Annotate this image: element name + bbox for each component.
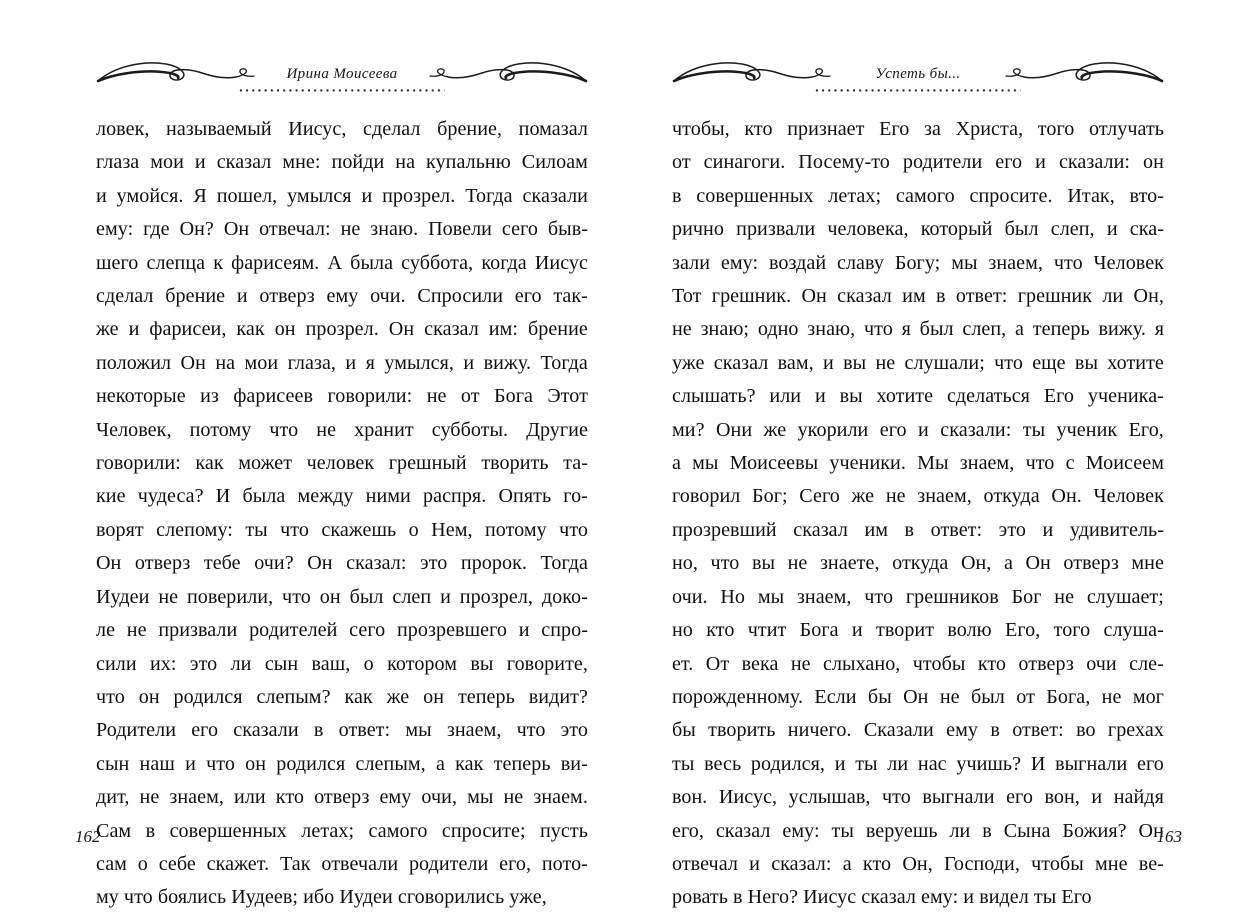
text-line: зали ему: воздай славу Богу; мы знаем, что Человек <box>672 251 1164 274</box>
text-line: говорили: как может человек грешный творить та- <box>96 452 588 475</box>
text-line: ты весь родился, и ты ли нас учишь? И выгнали его <box>672 752 1164 775</box>
text-line: шего слепца к фарисеям. А была суббота, когда Иисус <box>96 251 588 274</box>
text-line: сын наш и что он родился слепым, а как теперь ви- <box>96 752 588 775</box>
text-line: бы творить ничего. Сказали ему в ответ: во грехах <box>672 719 1164 742</box>
text-line: вон. Иисус, услышав, что выгнали его вон, и найдя <box>672 786 1164 809</box>
text-line: Человек, потому что не хранит субботы. Другие <box>96 418 588 441</box>
text-line: порожденному. Если бы Он не был от Бога, не мог <box>672 685 1164 708</box>
right-page <box>630 0 1260 909</box>
right-page-text-column <box>672 113 1164 915</box>
text-line: Тот грешник. Он сказал им в ответ: грешник ли Он, <box>672 285 1164 308</box>
text-line: но, что вы не знаете, откуда Он, а Он отверз мне <box>672 552 1164 575</box>
text-line: Родители его сказали в ответ: мы знаем, что это <box>96 719 588 742</box>
text-line: чтобы, кто признает Его за Христа, того отлучать <box>672 118 1164 140</box>
text-line: рично призвали человека, который был слеп, и ска- <box>672 218 1164 241</box>
text-line: что он родился слепым? как же он теперь видит? <box>96 685 588 708</box>
page-number-left: 162 <box>75 827 101 846</box>
flourish-ornament-icon <box>96 58 268 92</box>
text-line: дит, не знаем, или кто отверз ему очи, мы не знаем. <box>96 786 588 809</box>
text-line: ворят слепому: ты что скажешь о Нем, потому что <box>96 518 588 541</box>
body-paragraph <box>96 113 588 915</box>
text-line: но кто чтит Бога и творит волю Его, того слуша- <box>672 619 1164 642</box>
text-line: Сам в совершенных летах; самого спросите; пусть <box>96 819 588 842</box>
text-line: отвечал и сказал: а кто Он, Господи, чтобы мне ве- <box>672 852 1164 875</box>
text-line: а мы Моисеевы ученики. Мы знаем, что с Моисеем <box>672 452 1164 475</box>
running-head-author: Ирина Моисеева <box>286 65 398 82</box>
text-line: говорил Бог; Сего же не знаем, откуда Он. Человек <box>672 485 1164 508</box>
page-number-right: 163 <box>1156 827 1182 846</box>
text-line: от синагоги. Посему-то родители его и сказали: он <box>672 151 1164 174</box>
text-line: ми? Они же укорили его и сказали: ты ученик Его, <box>672 418 1164 441</box>
text-line: кие чудеса? И была между ними распря. Опять го- <box>96 485 588 508</box>
flourish-ornament-mirrored-icon <box>416 58 588 92</box>
left-page-header <box>96 58 588 106</box>
text-line: же и фарисеи, как он прозрел. Он сказал им: брение <box>96 318 588 341</box>
text-line: му что боялись Иудеев; ибо Иудеи сговорились уже, <box>96 886 547 909</box>
text-line: ловек, называемый Иисус, сделал брение, помазал <box>96 118 588 140</box>
text-line: сили их: это ли сын ваш, о котором вы говорите, <box>96 652 588 675</box>
left-page <box>0 0 630 909</box>
text-line: прозревший сказал им в ответ: это и удивитель- <box>672 518 1164 541</box>
text-line: глаза мои и сказал мне: пойди на купальню Силоам <box>96 151 588 174</box>
text-line: сам о себе скажет. Так отвечали родители его, пото- <box>96 852 588 875</box>
text-line: и умойся. Я пошел, умылся и прозрел. Тогда сказали <box>96 184 588 207</box>
text-line: в совершенных летах; самого спросите. Итак, вто- <box>672 184 1164 207</box>
flourish-ornament-icon <box>672 58 844 92</box>
text-line: некоторые из фарисеев говорили: не от Бога Этот <box>96 385 588 408</box>
text-line: ле не призвали родителей сего прозревшего и спро- <box>96 619 588 642</box>
text-line: положил Он на мои глаза, и я умылся, и вижу. Тогда <box>96 351 588 374</box>
running-head-title: Успеть бы... <box>875 65 961 82</box>
body-paragraph <box>672 113 1164 915</box>
text-line: очи. Но мы знаем, что грешников Бог не слушает; <box>672 585 1164 608</box>
text-line: его, сказал ему: ты веруешь ли в Сына Божия? Он <box>672 819 1164 842</box>
text-line: уже сказал вам, и вы не слушали; что еще вы хотите <box>672 351 1164 374</box>
text-line: ему: где Он? Он отвечал: не знаю. Повели сего быв- <box>96 218 588 241</box>
text-line: не знаю; одно знаю, что я был слеп, а теперь вижу. я <box>672 318 1164 341</box>
header-dotted-divider <box>240 89 445 93</box>
text-line: Иудеи не поверили, что он был слеп и прозрел, доко- <box>96 585 588 608</box>
text-line: слышать? или и вы хотите сделаться Его ученика- <box>672 385 1164 408</box>
flourish-ornament-mirrored-icon <box>992 58 1164 92</box>
text-line: ровать в Него? Иисус сказал ему: и видел ты Его <box>672 886 1092 909</box>
text-line: сделал брение и отверз ему очи. Спросили его так- <box>96 285 588 308</box>
header-dotted-divider <box>816 89 1021 93</box>
right-page-header <box>672 58 1164 106</box>
text-line: ет. От века не слыхано, чтобы кто отверз очи сле- <box>672 652 1164 675</box>
text-line: Он отверз тебе очи? Он сказал: это пророк. Тогда <box>96 552 588 575</box>
left-page-text-column <box>96 113 588 915</box>
